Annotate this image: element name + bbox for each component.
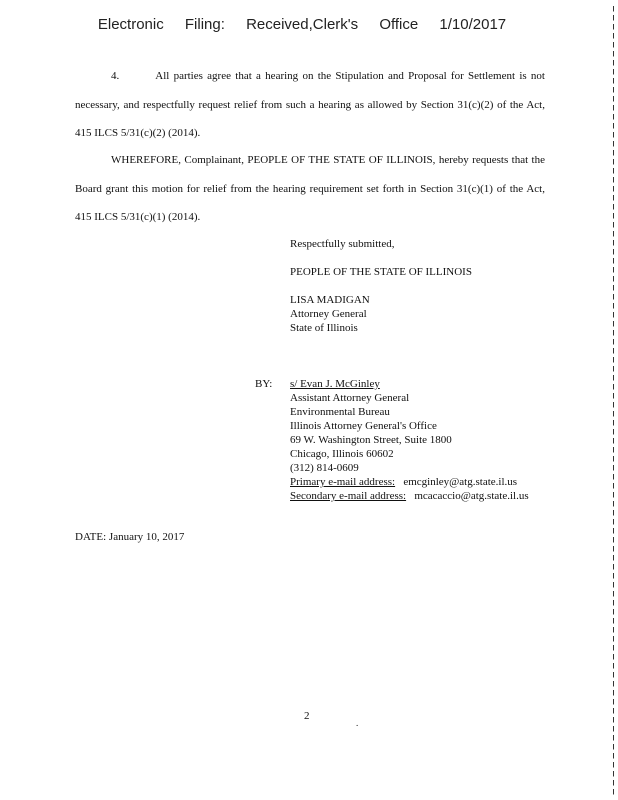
ag-state: State of Illinois — [290, 322, 358, 334]
primary-email-label: Primary e-mail address: — [290, 476, 396, 488]
paragraph-number: 4. — [111, 70, 120, 82]
party-name: PEOPLE OF THE STATE OF ILLINOIS — [290, 266, 472, 278]
date-line: DATE: January 10, 2017 — [75, 531, 185, 543]
primary-email-link[interactable]: emcginley@atg.state.il.us — [403, 476, 518, 488]
paragraph-4-text: All parties agree that a hearing on the Stipulation and Proposal for Settlement is not necessary, and respectfully request relief from such a hearing as allowed by Section 31(c)(2) of the Act, 415 ILCS 5/31(c)(2) (2014). — [75, 70, 545, 139]
respectfully-submitted: Respectfully submitted, — [290, 238, 395, 250]
ag-name: LISA MADIGAN — [290, 294, 370, 306]
secondary-email-label: Secondary e-mail address: — [290, 490, 407, 502]
ag-title: Attorney General — [290, 308, 367, 320]
filing-stamp-header — [0, 16, 604, 33]
signature-block — [290, 377, 529, 503]
wherefore-paragraph — [75, 146, 545, 232]
header-received: Received,Clerk's — [246, 16, 359, 33]
primary-email-row — [290, 475, 529, 489]
header-office: Office — [379, 16, 419, 33]
page-number: 2 — [304, 710, 310, 722]
margin-dashed-line — [613, 6, 614, 796]
header-electronic: Electronic — [97, 16, 164, 33]
signer-office: Illinois Attorney General's Office — [290, 420, 437, 432]
header-date: 1/10/2017 — [439, 16, 507, 33]
signer-bureau: Environmental Bureau — [290, 406, 390, 418]
by-label: BY: — [255, 378, 273, 390]
stray-mark: . — [356, 718, 359, 728]
secondary-email-link[interactable]: mcacaccio@atg.state.il.us — [414, 490, 529, 502]
attorney-general-block — [290, 293, 370, 335]
signer-phone: (312) 814-0609 — [290, 462, 359, 474]
signer-title: Assistant Attorney General — [290, 392, 410, 404]
paragraph-4 — [75, 62, 545, 148]
header-filing: Filing: — [184, 16, 225, 33]
signer-address: 69 W. Washington Street, Suite 1800 — [290, 434, 452, 446]
signer-name: s/ Evan J. McGinley — [290, 378, 380, 390]
wherefore-text: WHEREFORE, Complainant, PEOPLE OF THE STATE OF ILLINOIS, hereby requests that the Board grant this motion for relief from the hearing requirement set forth in Section 31(c)(1) of the Act, 415 ILCS 5/31(c)(1) (2014). — [75, 154, 545, 223]
signer-city: Chicago, Illinois 60602 — [290, 448, 394, 460]
secondary-email-row — [290, 489, 529, 503]
